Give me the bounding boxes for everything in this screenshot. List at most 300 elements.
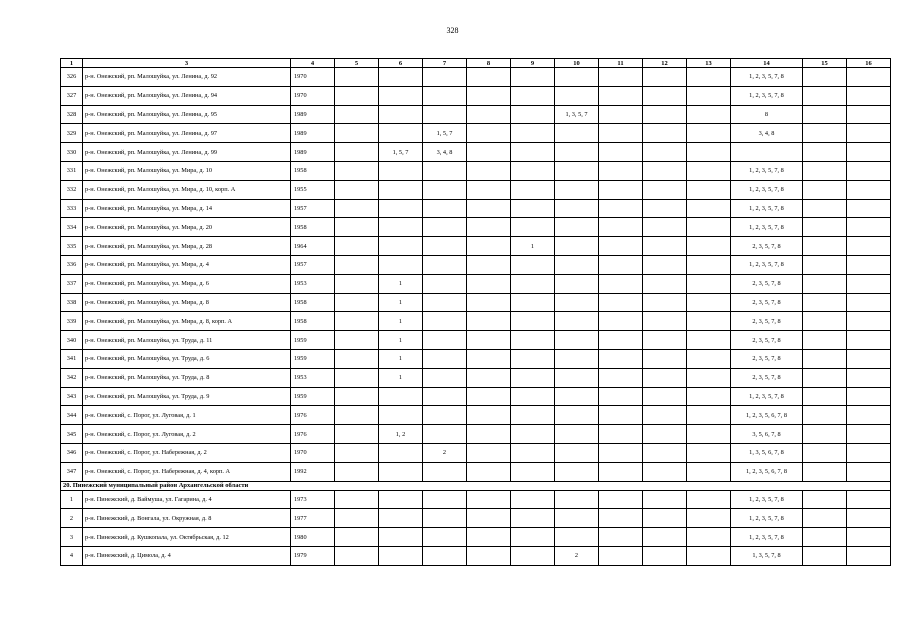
table-cell — [335, 490, 379, 509]
table-row — [61, 368, 891, 387]
table-cell — [555, 68, 599, 87]
table-cell: 1, 2, 3, 5, 7, 8 — [731, 387, 803, 406]
table-row — [61, 237, 891, 256]
table-cell: 332 — [61, 180, 83, 199]
table-cell: р-н. Онежский, рп. Малошуйка, ул. Труда, д. 9 — [83, 387, 291, 406]
table-cell — [511, 124, 555, 143]
table-cell: 344 — [61, 406, 83, 425]
table-cell: р-н. Онежский, рп. Малошуйка, ул. Труда, д. 8 — [83, 368, 291, 387]
table-cell — [803, 255, 847, 274]
table-cell — [803, 462, 847, 481]
table-cell — [555, 312, 599, 331]
table-cell — [423, 406, 467, 425]
table-cell: 2, 3, 5, 7, 8 — [731, 312, 803, 331]
table-cell — [847, 255, 891, 274]
table-cell — [643, 274, 687, 293]
table-cell: 1 — [379, 293, 423, 312]
table-cell — [555, 387, 599, 406]
table-cell — [599, 255, 643, 274]
table-cell — [599, 546, 643, 565]
table-cell: 2 — [555, 546, 599, 565]
table-cell — [379, 443, 423, 462]
table-cell — [335, 331, 379, 350]
table-cell — [643, 180, 687, 199]
table-cell: 1 — [61, 490, 83, 509]
table-cell — [803, 124, 847, 143]
table-cell — [599, 124, 643, 143]
table-cell — [379, 86, 423, 105]
table-cell: 1, 2 — [379, 425, 423, 444]
table-cell: р-н. Онежский, с. Порог, ул. Набережная, д. 4, корп. А — [83, 462, 291, 481]
column-header: 8 — [467, 59, 511, 68]
table-cell — [467, 349, 511, 368]
table-cell — [599, 105, 643, 124]
table-cell: 1953 — [291, 368, 335, 387]
table-row — [61, 462, 891, 481]
table-cell — [847, 68, 891, 87]
table-cell: 339 — [61, 312, 83, 331]
table-cell: 1, 2, 3, 5, 7, 8 — [731, 68, 803, 87]
table-cell: 1, 2, 3, 5, 7, 8 — [731, 490, 803, 509]
table-cell: 341 — [61, 349, 83, 368]
table-row — [61, 255, 891, 274]
table-cell — [467, 255, 511, 274]
column-header: 6 — [379, 59, 423, 68]
section-title: 20. Пинежский муниципальный район Архангельской области — [61, 481, 891, 490]
table-row — [61, 546, 891, 565]
table-cell — [687, 331, 731, 350]
table-cell: р-н. Онежский, рп. Малошуйка, ул. Мира, д. 6 — [83, 274, 291, 293]
table-cell — [379, 161, 423, 180]
table-cell: 8 — [731, 105, 803, 124]
table-cell — [599, 509, 643, 528]
table-cell: р-н. Пинежский, д. Цимола, д. 4 — [83, 546, 291, 565]
table-cell — [379, 528, 423, 547]
table-cell — [643, 237, 687, 256]
table-cell — [467, 368, 511, 387]
table-cell: 2, 3, 5, 7, 8 — [731, 237, 803, 256]
table-cell: 333 — [61, 199, 83, 218]
table-cell — [599, 274, 643, 293]
table-cell — [511, 425, 555, 444]
table-cell: р-н. Онежский, рп. Малошуйка, ул. Мира, д. 10, корп. А — [83, 180, 291, 199]
table-cell — [423, 387, 467, 406]
table-cell: р-н. Онежский, рп. Малошуйка, ул. Труда, д. 6 — [83, 349, 291, 368]
table-cell: 3 — [61, 528, 83, 547]
table-cell — [599, 425, 643, 444]
table-cell — [599, 349, 643, 368]
table-cell — [467, 443, 511, 462]
table-cell — [555, 161, 599, 180]
table-cell — [379, 180, 423, 199]
table-cell — [847, 368, 891, 387]
table-cell: 347 — [61, 462, 83, 481]
table-cell: р-н. Онежский, рп. Малошуйка, ул. Мира, д. 10 — [83, 161, 291, 180]
table-cell — [687, 387, 731, 406]
table-cell — [687, 425, 731, 444]
table-cell — [847, 218, 891, 237]
table-cell: 2 — [423, 443, 467, 462]
table-cell — [687, 274, 731, 293]
table-cell: 2, 3, 5, 7, 8 — [731, 331, 803, 350]
table-cell — [643, 218, 687, 237]
table-cell — [467, 86, 511, 105]
table-cell: 3, 4, 8 — [423, 143, 467, 162]
table-cell: 2, 3, 5, 7, 8 — [731, 274, 803, 293]
table-cell: 337 — [61, 274, 83, 293]
table-cell: 1957 — [291, 255, 335, 274]
column-header: 7 — [423, 59, 467, 68]
table-cell — [847, 528, 891, 547]
table-cell — [511, 509, 555, 528]
table-cell — [511, 161, 555, 180]
table-cell — [687, 443, 731, 462]
table-cell — [511, 274, 555, 293]
table-cell — [467, 274, 511, 293]
table-cell — [687, 293, 731, 312]
table-cell — [555, 462, 599, 481]
table-cell — [555, 255, 599, 274]
table-cell: 3, 4, 8 — [731, 124, 803, 143]
table-cell — [423, 368, 467, 387]
table-cell: р-н. Онежский, рп. Малошуйка, ул. Мира, д. 8, корп. А — [83, 312, 291, 331]
table-cell — [423, 180, 467, 199]
table-cell — [379, 68, 423, 87]
table-cell: 327 — [61, 86, 83, 105]
table-cell: 1959 — [291, 387, 335, 406]
table-cell — [555, 274, 599, 293]
table-cell — [847, 105, 891, 124]
table-cell — [803, 86, 847, 105]
table-cell — [847, 293, 891, 312]
table-cell — [803, 312, 847, 331]
table-cell — [803, 331, 847, 350]
table-cell — [599, 490, 643, 509]
column-header: 12 — [643, 59, 687, 68]
table-cell: 1, 2, 3, 5, 7, 8 — [731, 161, 803, 180]
table-cell: 330 — [61, 143, 83, 162]
table-cell — [423, 161, 467, 180]
table-cell — [599, 331, 643, 350]
column-header: 4 — [291, 59, 335, 68]
table-cell — [643, 331, 687, 350]
table-cell — [335, 387, 379, 406]
table-cell: 1, 5, 7 — [379, 143, 423, 162]
table-cell — [555, 368, 599, 387]
table-cell — [555, 124, 599, 143]
table-cell — [379, 509, 423, 528]
table-cell — [643, 462, 687, 481]
table-cell: 1979 — [291, 546, 335, 565]
table-cell — [555, 218, 599, 237]
table-cell — [803, 293, 847, 312]
table-cell — [847, 143, 891, 162]
table-cell — [511, 68, 555, 87]
table-cell — [511, 387, 555, 406]
table-row — [61, 124, 891, 143]
table-cell — [335, 255, 379, 274]
table-cell: 1989 — [291, 105, 335, 124]
table-cell — [687, 255, 731, 274]
table-cell — [467, 124, 511, 143]
table-cell: 1 — [379, 331, 423, 350]
table-cell — [599, 312, 643, 331]
table-cell — [555, 86, 599, 105]
table-cell — [467, 105, 511, 124]
table-cell: 1964 — [291, 237, 335, 256]
table-cell — [379, 255, 423, 274]
table-cell: 1, 2, 3, 5, 7, 8 — [731, 180, 803, 199]
table-cell — [335, 143, 379, 162]
table-cell: р-н. Онежский, рп. Малошуйка, ул. Мира, д. 14 — [83, 199, 291, 218]
table-cell — [511, 406, 555, 425]
table-cell — [599, 199, 643, 218]
table-cell — [555, 331, 599, 350]
table-cell — [803, 105, 847, 124]
table-cell: 1, 2, 3, 5, 6, 7, 8 — [731, 406, 803, 425]
table-cell: 2 — [61, 509, 83, 528]
table-cell — [335, 180, 379, 199]
table-cell — [803, 237, 847, 256]
table-cell: 1 — [379, 312, 423, 331]
table-cell — [511, 86, 555, 105]
table-cell — [643, 387, 687, 406]
table-cell — [803, 161, 847, 180]
table-cell — [599, 443, 643, 462]
table-cell — [335, 349, 379, 368]
table-cell — [803, 143, 847, 162]
table-cell: 1958 — [291, 218, 335, 237]
table-cell: 1, 3, 5, 6, 7, 8 — [731, 443, 803, 462]
table-cell: 331 — [61, 161, 83, 180]
table-cell — [511, 546, 555, 565]
table-cell — [467, 180, 511, 199]
table-cell: р-н. Онежский, рп. Малошуйка, ул. Ленина, д. 99 — [83, 143, 291, 162]
table-cell — [511, 331, 555, 350]
table-cell: р-н. Пинежский, д. Кушкопала, ул. Октябрьская, д. 12 — [83, 528, 291, 547]
table-cell: 2, 3, 5, 7, 8 — [731, 349, 803, 368]
table-cell: 1992 — [291, 462, 335, 481]
table-cell: р-н. Онежский, рп. Малошуйка, ул. Ленина, д. 97 — [83, 124, 291, 143]
table-cell — [847, 312, 891, 331]
table-cell: 1989 — [291, 143, 335, 162]
table-cell — [335, 509, 379, 528]
table-cell — [643, 425, 687, 444]
table-cell: р-н. Онежский, рп. Малошуйка, ул. Труда, д. 11 — [83, 331, 291, 350]
table-cell: р-н. Пинежский, д. Ваймуша, ул. Гагарина, д. 4 — [83, 490, 291, 509]
column-header: 1 — [61, 59, 83, 68]
table-cell — [687, 124, 731, 143]
table-cell — [335, 368, 379, 387]
table-cell: 335 — [61, 237, 83, 256]
table-cell — [643, 293, 687, 312]
table-cell: 345 — [61, 425, 83, 444]
table-row — [61, 528, 891, 547]
table-row — [61, 105, 891, 124]
table-cell — [643, 124, 687, 143]
table-cell — [423, 274, 467, 293]
table-cell — [731, 143, 803, 162]
table-cell — [599, 86, 643, 105]
table-cell: 1958 — [291, 293, 335, 312]
table-cell — [687, 490, 731, 509]
table-cell: 1955 — [291, 180, 335, 199]
table-cell — [643, 368, 687, 387]
table-cell — [803, 68, 847, 87]
table-cell — [511, 443, 555, 462]
table-cell: 1, 2, 3, 5, 7, 8 — [731, 255, 803, 274]
table-cell — [379, 387, 423, 406]
table-row — [61, 509, 891, 528]
table-cell — [555, 406, 599, 425]
table-cell: р-н. Пинежский, д. Вонгала, ул. Окружная, д. 8 — [83, 509, 291, 528]
table-cell — [687, 509, 731, 528]
table-cell — [555, 237, 599, 256]
table-cell — [511, 349, 555, 368]
table-cell: 1 — [511, 237, 555, 256]
table-cell — [803, 199, 847, 218]
table-cell: 1958 — [291, 161, 335, 180]
table-cell — [423, 199, 467, 218]
table-cell: 1, 2, 3, 5, 7, 8 — [731, 199, 803, 218]
table-cell — [467, 387, 511, 406]
table-cell — [335, 86, 379, 105]
table-cell: 1970 — [291, 86, 335, 105]
table-cell: р-н. Онежский, рп. Малошуйка, ул. Ленина, д. 92 — [83, 68, 291, 87]
table-cell — [643, 349, 687, 368]
table-cell — [643, 509, 687, 528]
table-cell: 1 — [379, 368, 423, 387]
table-cell — [423, 255, 467, 274]
table-cell — [847, 199, 891, 218]
table-cell — [423, 349, 467, 368]
table-cell — [847, 546, 891, 565]
table-cell — [423, 218, 467, 237]
table-cell — [379, 124, 423, 143]
table-cell — [847, 161, 891, 180]
table-cell — [511, 312, 555, 331]
table-cell — [335, 293, 379, 312]
table-cell: р-н. Онежский, рп. Малошуйка, ул. Мира, д. 20 — [83, 218, 291, 237]
table-cell — [335, 546, 379, 565]
table-cell — [803, 274, 847, 293]
table-cell — [467, 528, 511, 547]
table-cell — [555, 490, 599, 509]
table-cell — [803, 546, 847, 565]
table-cell — [687, 462, 731, 481]
table-cell — [847, 443, 891, 462]
table-row — [61, 218, 891, 237]
column-header: 15 — [803, 59, 847, 68]
table-cell: 326 — [61, 68, 83, 87]
table-cell — [847, 462, 891, 481]
table-cell: 2, 3, 5, 7, 8 — [731, 368, 803, 387]
table-cell — [423, 331, 467, 350]
table-cell — [599, 218, 643, 237]
table-cell — [379, 237, 423, 256]
table-cell: р-н. Онежский, с. Порог, ул. Луговая, д. 1 — [83, 406, 291, 425]
table-cell — [803, 387, 847, 406]
table-cell — [379, 406, 423, 425]
table-cell — [511, 143, 555, 162]
table-cell — [511, 105, 555, 124]
table-cell: 1959 — [291, 331, 335, 350]
table-row — [61, 86, 891, 105]
table-cell — [335, 237, 379, 256]
table-cell: 1970 — [291, 443, 335, 462]
table-cell — [847, 406, 891, 425]
table-row — [61, 387, 891, 406]
table-cell — [687, 218, 731, 237]
table-cell — [847, 86, 891, 105]
table-cell — [643, 255, 687, 274]
table-cell — [335, 312, 379, 331]
column-header: 10 — [555, 59, 599, 68]
table-cell — [467, 462, 511, 481]
table-cell — [555, 293, 599, 312]
page-number: 328 — [446, 26, 459, 35]
table-cell — [555, 143, 599, 162]
table-cell: 1976 — [291, 406, 335, 425]
table-cell — [847, 180, 891, 199]
table-cell — [555, 199, 599, 218]
table-cell — [467, 161, 511, 180]
table-cell — [467, 331, 511, 350]
table-row — [61, 199, 891, 218]
table-cell — [803, 528, 847, 547]
table-cell — [423, 546, 467, 565]
column-header: 3 — [83, 59, 291, 68]
table-cell — [643, 490, 687, 509]
table-cell — [847, 274, 891, 293]
table-cell — [643, 86, 687, 105]
table-cell — [423, 312, 467, 331]
table-cell — [511, 528, 555, 547]
table-cell — [643, 161, 687, 180]
table-cell — [643, 105, 687, 124]
table-cell — [643, 143, 687, 162]
table-cell — [379, 490, 423, 509]
table-cell — [423, 105, 467, 124]
column-header: 9 — [511, 59, 555, 68]
table-cell: р-н. Онежский, рп. Малошуйка, ул. Мира, д. 8 — [83, 293, 291, 312]
table-cell — [847, 124, 891, 143]
table-cell — [467, 68, 511, 87]
table-cell — [687, 105, 731, 124]
table-cell — [335, 274, 379, 293]
table-cell: 336 — [61, 255, 83, 274]
table-row — [61, 68, 891, 87]
table-cell — [803, 218, 847, 237]
table-cell: р-н. Онежский, рп. Малошуйка, ул. Ленина, д. 94 — [83, 86, 291, 105]
table-cell: 1957 — [291, 199, 335, 218]
table-cell — [335, 161, 379, 180]
table-cell — [467, 293, 511, 312]
table-cell: 1 — [379, 274, 423, 293]
table-row — [61, 293, 891, 312]
table-cell — [687, 546, 731, 565]
table-row — [61, 443, 891, 462]
table-cell: 1989 — [291, 124, 335, 143]
table-cell — [511, 368, 555, 387]
table-cell — [423, 293, 467, 312]
table-row — [61, 406, 891, 425]
table-cell: 1, 3, 5, 7 — [555, 105, 599, 124]
table-cell — [379, 546, 423, 565]
table-cell: 1977 — [291, 509, 335, 528]
table-row — [61, 161, 891, 180]
table-row — [61, 274, 891, 293]
